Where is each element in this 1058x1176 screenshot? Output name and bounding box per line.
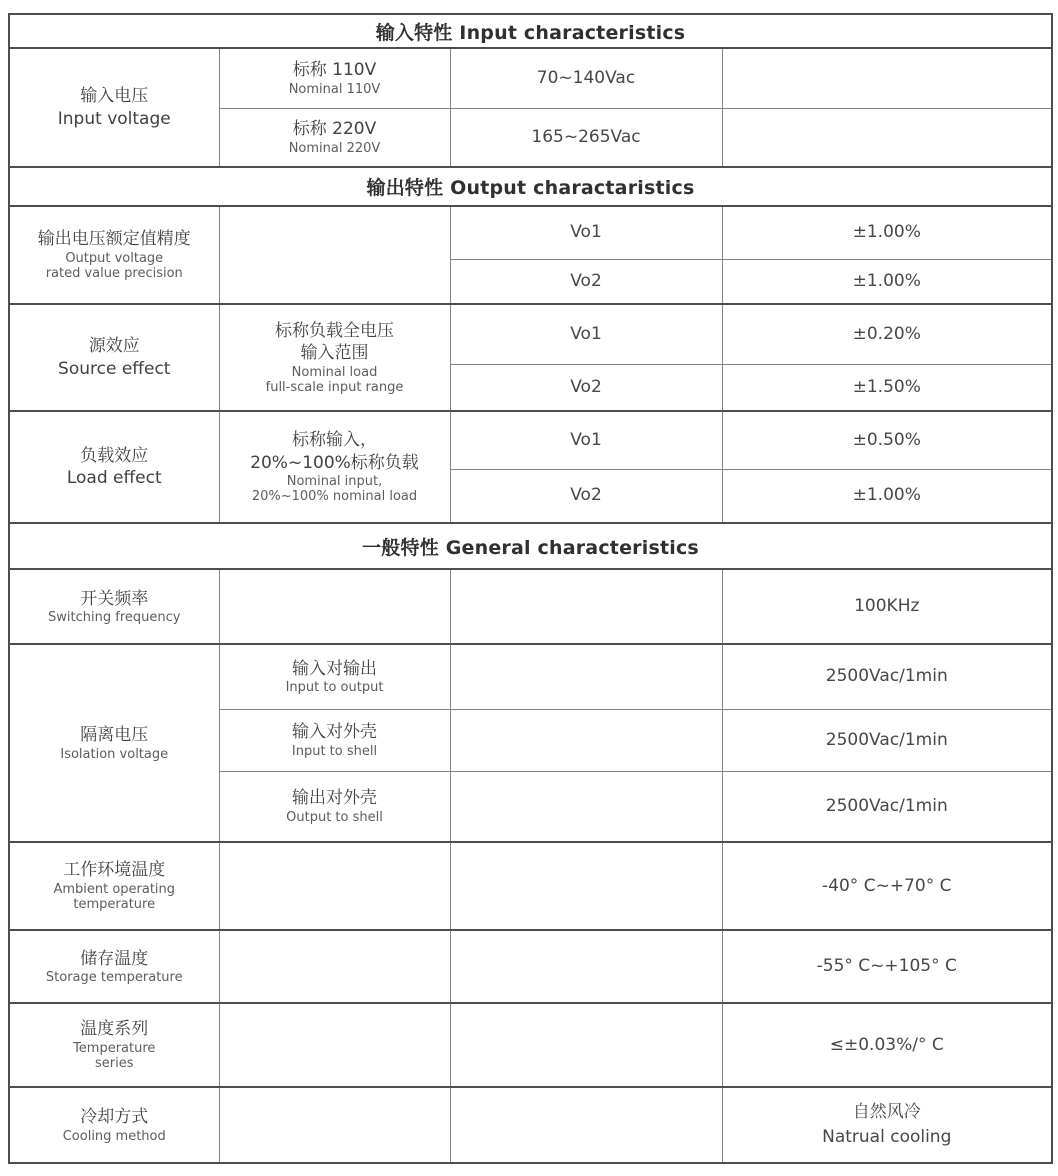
label-zh: 工作环境温度	[63, 860, 166, 881]
label-en: Storage temperature	[45, 970, 183, 986]
label-en: Cooling method	[62, 1128, 166, 1144]
row-label-isolation-voltage	[9, 644, 219, 842]
label-en: Switching frequency	[48, 610, 181, 626]
cell-empty	[450, 771, 722, 842]
label-en-line2: temperature	[73, 897, 156, 913]
cell-condition-load-effect	[219, 411, 450, 523]
label-zh: 源效应	[88, 336, 140, 357]
row-label-load-effect	[9, 411, 219, 523]
label-zh: 输出电压额定值精度	[37, 229, 191, 250]
condition-en-line2: 20%~100% nominal load	[251, 489, 418, 505]
cell-storage-temperature-value	[722, 930, 1052, 1003]
value: -55° C~+105° C	[816, 956, 957, 977]
cell-vo2-value	[722, 259, 1052, 304]
label-en: Output to shell	[286, 809, 383, 825]
value: 100KHz	[854, 596, 920, 617]
row-label-output-precision	[9, 206, 219, 304]
cell-cooling-method-value	[722, 1087, 1052, 1163]
row-label-switching-frequency	[9, 569, 219, 644]
row-label-input-voltage	[9, 48, 219, 167]
label-en-line1: Output voltage	[65, 250, 164, 266]
label-en-line1: Temperature	[73, 1040, 156, 1056]
label-zh: 储存温度	[80, 948, 149, 969]
cell-condition-empty	[219, 206, 450, 304]
label-zh: 输入电压	[80, 86, 149, 107]
vo2-value: ±1.00%	[852, 270, 921, 291]
label-en: Nominal 220V	[288, 140, 381, 156]
condition-en-line2: full-scale input range	[265, 379, 404, 395]
cell-empty	[450, 569, 722, 644]
label-en: Source effect	[58, 358, 171, 379]
cell-range-220v	[450, 108, 722, 167]
vo1-label: Vo1	[570, 222, 602, 243]
cell-empty	[450, 644, 722, 709]
label-zh: 输入对外壳	[292, 722, 377, 743]
vo2-label: Vo2	[570, 270, 602, 291]
cell-ambient-temperature-value	[722, 842, 1052, 930]
section-header-output-characteristics	[9, 167, 1052, 206]
value: ≤±0.03%/° C	[829, 1034, 944, 1055]
cell-vo1-value	[722, 206, 1052, 259]
condition-en-line1: Nominal load	[291, 364, 378, 380]
cell-vo1-label	[450, 411, 722, 469]
cell-vo1-label	[450, 206, 722, 259]
condition-zh-line1: 标称输入，	[292, 430, 377, 451]
cell-empty	[219, 569, 450, 644]
vo2-label: Vo2	[570, 376, 602, 397]
cell-nominal-220v	[219, 108, 450, 167]
cell-vo2-label	[450, 364, 722, 411]
label-zh: 温度系列	[80, 1019, 149, 1040]
cell-vo2-value	[722, 469, 1052, 523]
cell-empty	[450, 1003, 722, 1087]
vo1-label: Vo1	[570, 429, 602, 450]
label-en: Input to output	[285, 680, 384, 696]
value: 2500Vac/1min	[825, 729, 948, 750]
label-en: Input to shell	[291, 743, 378, 759]
label-zh: 冷却方式	[80, 1107, 149, 1128]
value-en: Natrual cooling	[822, 1127, 952, 1147]
section-title: 一般特性 General characteristics	[362, 536, 699, 559]
cell-input-to-shell-value	[722, 709, 1052, 771]
label-en: Nominal 110V	[288, 81, 381, 97]
label-zh: 输出对外壳	[292, 788, 377, 809]
vo1-value: ±0.50%	[852, 429, 921, 450]
vo2-value: ±1.50%	[852, 376, 921, 397]
cell-empty	[450, 709, 722, 771]
value-range: 165~265Vac	[531, 126, 641, 147]
section-title: 输出特性 Output charactaristics	[366, 177, 695, 199]
label-en-line2: series	[95, 1056, 134, 1072]
cell-input-to-shell	[219, 709, 450, 771]
cell-empty	[450, 930, 722, 1003]
cell-vo2-value	[722, 364, 1052, 411]
vo1-value: ±0.20%	[852, 323, 921, 344]
row-label-temperature-series	[9, 1003, 219, 1087]
condition-zh-line1: 标称负载全电压	[275, 320, 394, 341]
cell-nominal-110v	[219, 48, 450, 108]
label-zh: 负载效应	[80, 445, 149, 466]
cell-empty	[219, 842, 450, 930]
cell-vo1-value	[722, 411, 1052, 469]
vo2-value: ±1.00%	[852, 485, 921, 506]
row-label-storage-temperature	[9, 930, 219, 1003]
cell-empty	[722, 48, 1052, 108]
cell-range-110v	[450, 48, 722, 108]
label-zh: 隔离电压	[80, 725, 149, 746]
cell-empty	[219, 930, 450, 1003]
section-header-general-characteristics	[9, 523, 1052, 569]
cell-output-to-shell-value	[722, 771, 1052, 842]
cell-output-to-shell	[219, 771, 450, 842]
section-title: 输入特性 Input characteristics	[375, 21, 686, 44]
value-zh: 自然风冷	[852, 1102, 921, 1123]
condition-en-line1: Nominal input,	[286, 474, 383, 490]
cell-temperature-series-value	[722, 1003, 1052, 1087]
row-label-ambient-temperature	[9, 842, 219, 930]
cell-switching-frequency-value	[722, 569, 1052, 644]
cell-empty	[450, 842, 722, 930]
cell-empty	[219, 1087, 450, 1163]
value: 2500Vac/1min	[825, 666, 948, 687]
condition-zh-line2: 20%~100%标称负载	[250, 452, 419, 473]
cell-vo2-label	[450, 469, 722, 523]
cell-input-to-output	[219, 644, 450, 709]
spec-table	[8, 13, 1053, 1164]
cell-empty	[722, 108, 1052, 167]
label-en: Isolation voltage	[60, 746, 169, 762]
value-range: 70~140Vac	[536, 67, 636, 88]
label-zh: 标称 220V	[292, 119, 377, 140]
label-zh: 开关频率	[80, 588, 149, 609]
vo1-label: Vo1	[570, 323, 602, 344]
value: 2500Vac/1min	[825, 795, 948, 816]
cell-vo1-label	[450, 304, 722, 364]
vo2-label: Vo2	[570, 485, 602, 506]
cell-empty	[219, 1003, 450, 1087]
label-en-line1: Ambient operating	[53, 881, 176, 897]
cell-vo2-label	[450, 259, 722, 304]
value: -40° C~+70° C	[822, 875, 952, 896]
cell-input-to-output-value	[722, 644, 1052, 709]
section-header-input-characteristics	[9, 14, 1052, 48]
row-label-source-effect	[9, 304, 219, 411]
cell-vo1-value	[722, 304, 1052, 364]
cell-empty	[450, 1087, 722, 1163]
condition-zh-line2: 输入范围	[300, 343, 369, 364]
vo1-value: ±1.00%	[852, 222, 921, 243]
label-zh: 标称 110V	[292, 60, 377, 81]
label-en: Input voltage	[57, 108, 171, 129]
row-label-cooling-method	[9, 1087, 219, 1163]
cell-condition-source-effect	[219, 304, 450, 411]
label-zh: 输入对输出	[292, 658, 377, 679]
label-en-line2: rated value precision	[45, 266, 183, 282]
label-en: Load effect	[66, 468, 162, 488]
